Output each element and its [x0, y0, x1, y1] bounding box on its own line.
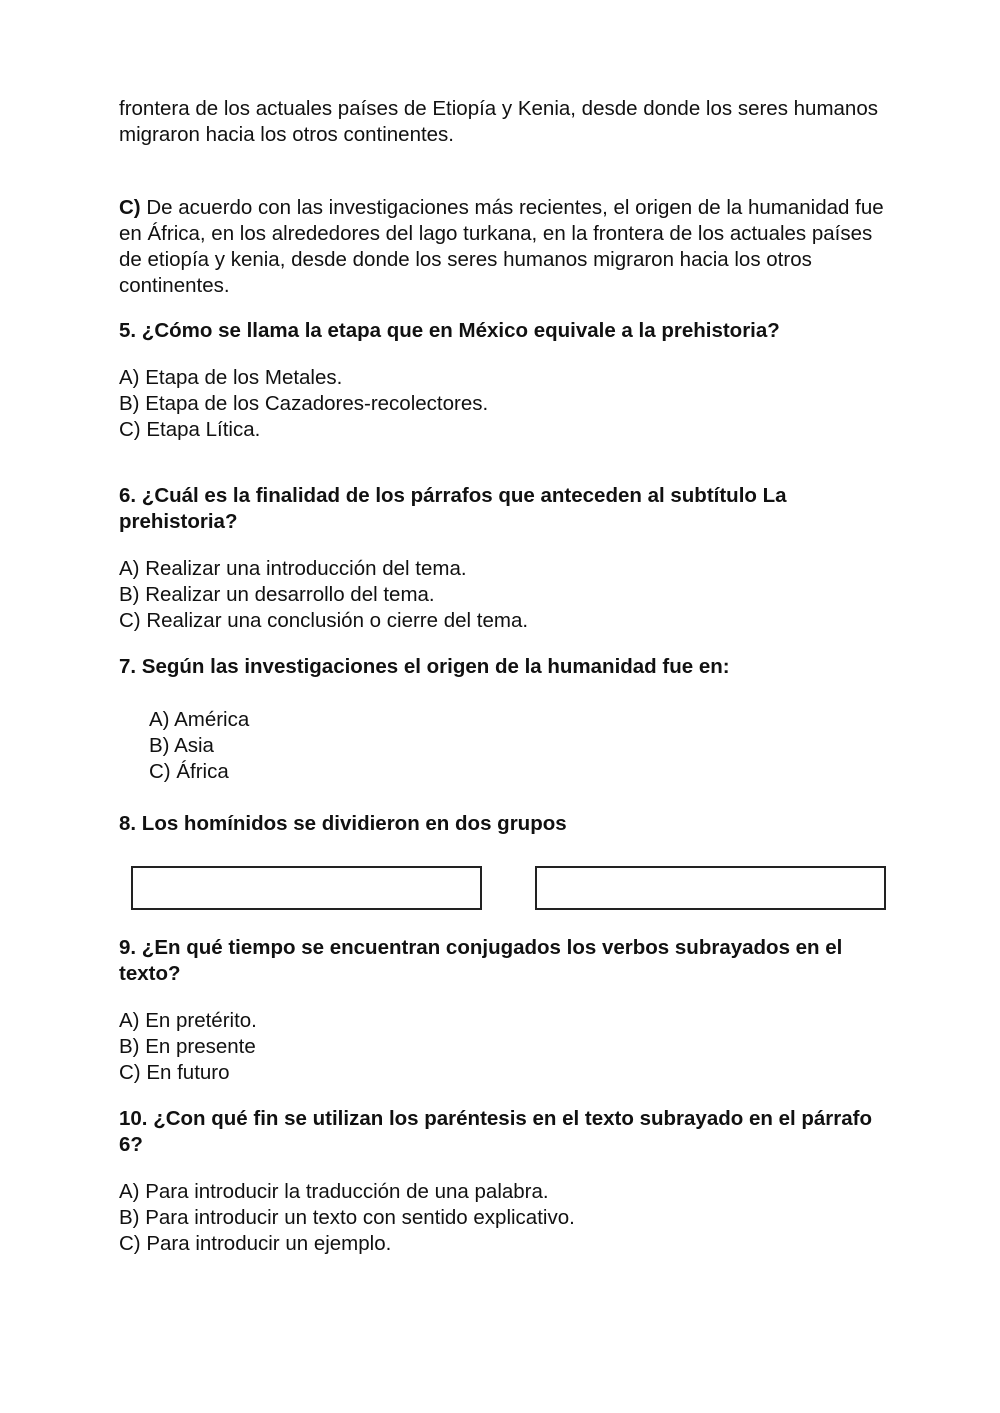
option-9b[interactable]: B) En presente [119, 1035, 256, 1058]
continuation-text: frontera de los actuales países de Etiopía y Kenia, desde donde los seres humanos migraron hacia los otros continentes. [119, 97, 878, 146]
question-7: 7. Según las investigaciones el origen de la humanidad fue en: [119, 655, 730, 678]
question-10: 10. ¿Con qué fin se utilizan los paréntesis en el texto subrayado en el párrafo 6? [119, 1107, 872, 1156]
answer-box-group-1[interactable] [131, 866, 482, 910]
option-9c[interactable]: C) En futuro [119, 1061, 230, 1084]
question-8: 8. Los homínidos se dividieron en dos grupos [119, 812, 567, 835]
option-5b[interactable]: B) Etapa de los Cazadores-recolectores. [119, 392, 489, 415]
question-10-options [119, 1179, 575, 1257]
option-c-text: De acuerdo con las investigaciones más recientes, el origen de la humanidad fue en África, en los alrededores del lago turkana, en la frontera de los actuales países de etiopía y kenia, desde donde los seres humanos migraron hacia los otros continentes. [119, 196, 884, 297]
option-c-letter: C) [119, 196, 141, 219]
option-7b[interactable]: B) Asia [149, 734, 214, 757]
option-6c[interactable]: C) Realizar una conclusión o cierre del tema. [119, 609, 529, 632]
option-10a[interactable]: A) Para introducir la traducción de una palabra. [119, 1180, 549, 1203]
option-9a[interactable]: A) En pretérito. [119, 1009, 257, 1032]
question-6: 6. ¿Cuál es la finalidad de los párrafos que anteceden al subtítulo La prehistoria? [119, 484, 787, 533]
answer-box-group-2[interactable] [535, 866, 886, 910]
question-5-options [119, 365, 488, 443]
question-9: 9. ¿En qué tiempo se encuentran conjugados los verbos subrayados en el texto? [119, 936, 843, 985]
option-7a[interactable]: A) América [149, 708, 250, 731]
option-c-paragraph [119, 195, 889, 299]
option-5a[interactable]: A) Etapa de los Metales. [119, 366, 343, 389]
option-5c[interactable]: C) Etapa Lítica. [119, 418, 261, 441]
question-9-options [119, 1008, 257, 1086]
option-10b[interactable]: B) Para introducir un texto con sentido explicativo. [119, 1206, 575, 1229]
option-6a[interactable]: A) Realizar una introducción del tema. [119, 557, 467, 580]
option-10c[interactable]: C) Para introducir un ejemplo. [119, 1232, 392, 1255]
option-6b[interactable]: B) Realizar un desarrollo del tema. [119, 583, 435, 606]
question-6-options [119, 556, 528, 634]
question-5: 5. ¿Cómo se llama la etapa que en México equivale a la prehistoria? [119, 319, 780, 342]
question-7-options [149, 707, 249, 785]
option-7c[interactable]: C) África [149, 760, 229, 783]
